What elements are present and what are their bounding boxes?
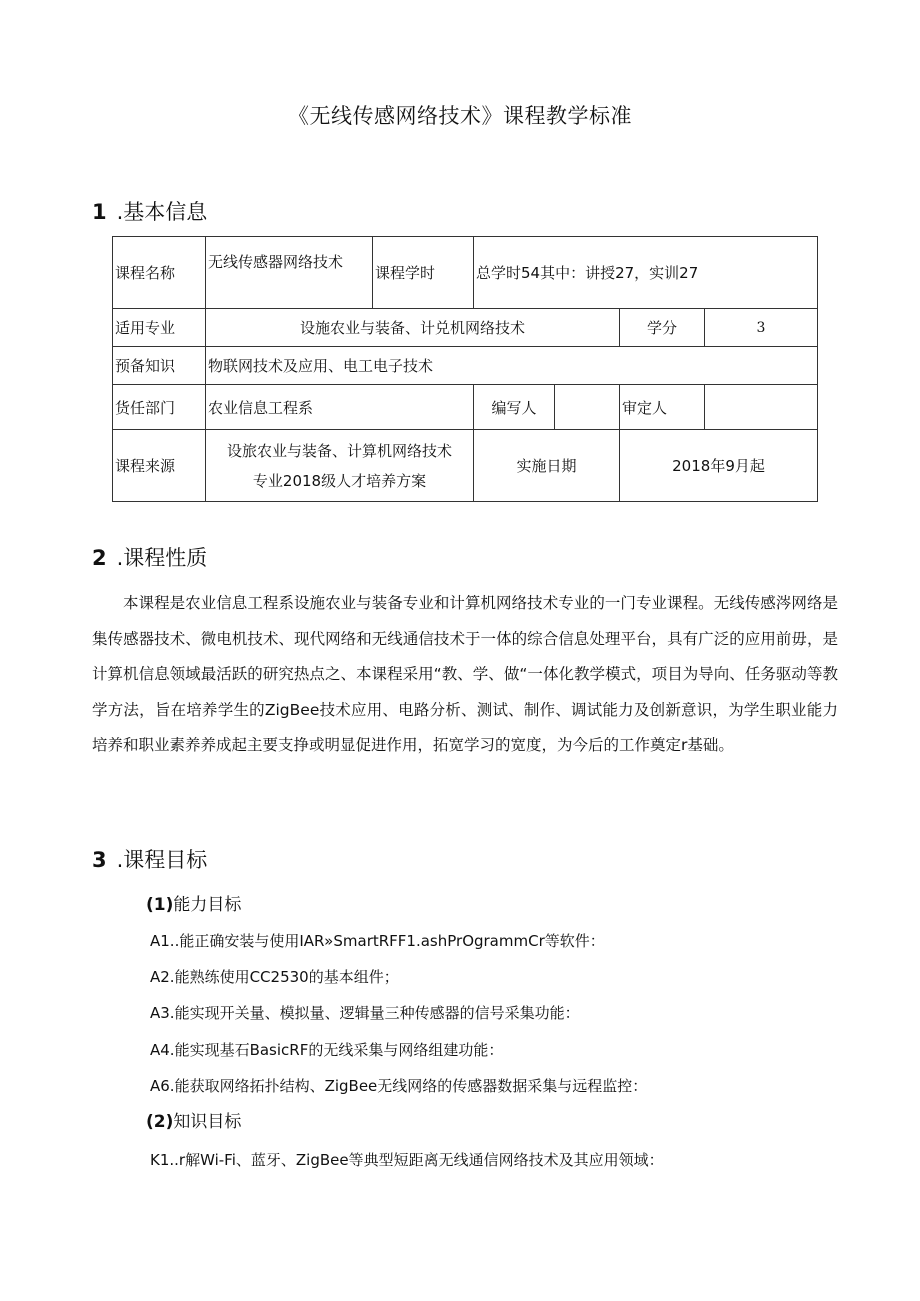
table-row <box>113 347 818 385</box>
subheading-number: (2) <box>146 1112 174 1132</box>
table-cell: 物联网技术及应用、电工电子技术 <box>206 347 818 385</box>
goal-item: A2.能熟练使用CC2530的基本组件； <box>150 968 399 986</box>
course-nature-paragraph: 本课程是农业信息工程系设施农业与装备专业和计算机网络技术专业的一门专业课程。无线传感涔网络是集传感器技术、微电机技术、现代网络和无线通信技术于一体的综合信息处理平台，具有广泛的应用前毋，是计算机信息领域最活跃的研究热点之、本课程采用“教、学、做“一体化教学模式，项目为导向、任务驱动等教学方法，旨在培养学生的ZigBee技术应用、电路分析、测试、制作、调试能力及创新意识，为学生职业能力培养和职业素养养成起主要支挣或明显促进作用，拓宽学习的宽度，为今后的工作奠定r基础。 <box>92 594 838 754</box>
goal-item: A6.能获取网络拓扑结构、ZigBee无线网络的传感器数据采集与远程监控： <box>150 1077 648 1095</box>
table-cell: 3 <box>705 309 818 347</box>
goal-item: A4.能实现基石BasicRF的无线采集与网络组建功能： <box>150 1041 504 1059</box>
document-title: 《无线传感网络技术》课程教学标准 <box>288 104 632 128</box>
section-heading-course-nature <box>92 542 207 572</box>
table-cell <box>206 430 474 502</box>
table-row <box>113 385 818 430</box>
table-cell: 2018年9月起 <box>620 430 818 502</box>
cell-line: 设旅农业与装备、计算机网络技术 <box>226 441 452 460</box>
subheading-label: 知识目标 <box>173 1112 242 1132</box>
basic-info-table <box>112 236 818 502</box>
table-cell: 课程名称 <box>113 237 206 309</box>
table-cell: 农业信息工程系 <box>206 385 474 430</box>
table-cell: 编写人 <box>474 385 555 429</box>
section-number: 3 <box>92 848 107 872</box>
section-label: .课程目标 <box>116 848 208 872</box>
table-cell <box>705 385 818 430</box>
section-label: .基本信息 <box>116 200 208 224</box>
section-heading-basic-info <box>92 196 207 226</box>
table-cell: 预备知识 <box>113 347 206 385</box>
table-row <box>113 309 818 347</box>
table-row <box>113 237 818 309</box>
subheading-ability-goals <box>146 890 241 915</box>
section-label: .课程性质 <box>116 546 208 570</box>
table-cell: 适用专业 <box>113 309 206 347</box>
cell-line: 专业2018级人才培养方案 <box>252 471 427 490</box>
table-cell: 实施日期 <box>474 430 620 502</box>
goal-item: A1..能正确安装与使用IAR»SmartRFF1.ashPrOgrammCr等软件： <box>150 932 605 950</box>
table-cell: 课程学时 <box>373 237 474 309</box>
table-cell: 货任部门 <box>113 385 206 430</box>
nested-cells <box>474 385 619 429</box>
section-number: 1 <box>92 200 107 224</box>
table-cell: 无线传感器网络技术 <box>206 237 373 309</box>
goal-item: K1..r解Wi-Fi、蓝牙、ZigBee等典型短距离无线通信网络技术及其应用领域： <box>150 1151 664 1169</box>
subheading-label: 能力目标 <box>173 895 242 915</box>
section-number: 2 <box>92 546 107 570</box>
table-row <box>113 430 818 502</box>
table-cell: 设施农业与装备、计兑机网络技术 <box>206 309 620 347</box>
table-cell: 学分 <box>620 309 705 347</box>
table-cell: 审定人 <box>620 385 705 430</box>
table-cell <box>555 385 620 429</box>
table-cell-split <box>474 385 620 430</box>
table-cell: 总学时54其中：讲授27，实训27 <box>474 237 818 309</box>
section-heading-course-goals <box>92 844 207 874</box>
table-cell: 课程来源 <box>113 430 206 502</box>
subheading-knowledge-goals <box>146 1107 241 1132</box>
subheading-number: (1) <box>146 895 174 915</box>
goal-item: A3.能实现开关量、模拟量、逻辑量三种传感器的信号采集功能： <box>150 1004 580 1022</box>
